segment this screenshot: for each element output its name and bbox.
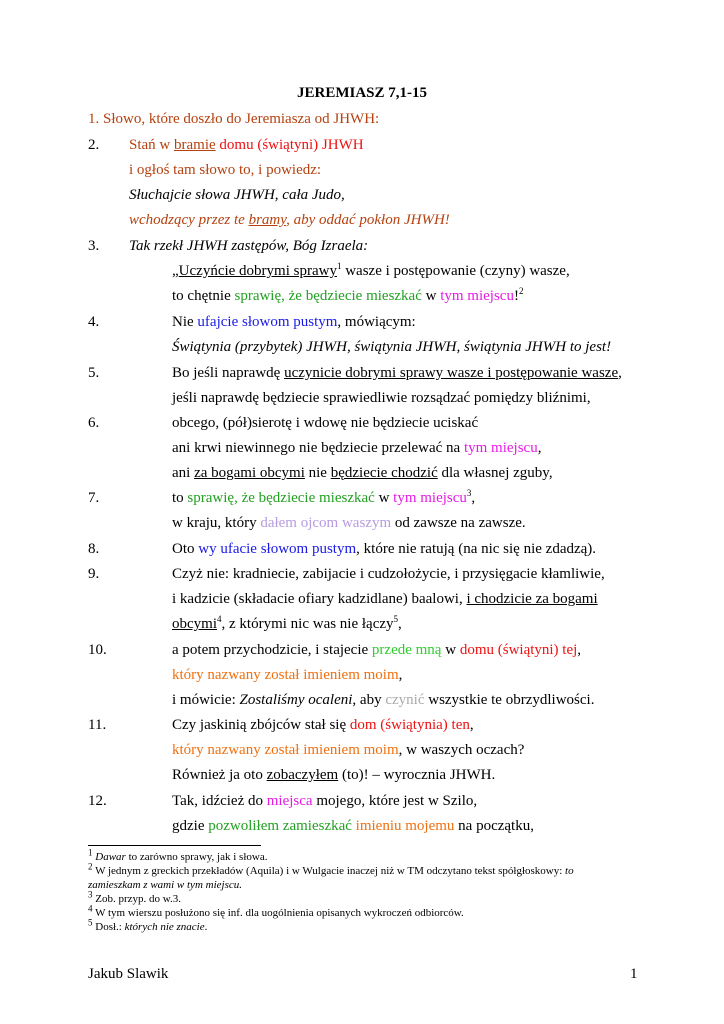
text: za bogami obcymi	[194, 465, 305, 481]
footnote-ref: 4	[217, 614, 222, 624]
text: wy ufacie słowom pustym	[198, 541, 357, 557]
text: tym miejscu	[440, 288, 514, 304]
text: Stań w	[129, 137, 174, 153]
verse-text: Słowo, które doszło do Jeremiasza od JHWH:	[103, 111, 380, 127]
verse-2-line-4	[129, 211, 450, 229]
footnote-1	[88, 847, 268, 864]
text: „	[172, 263, 179, 279]
text: ani krwi niewinnego nie będziecie przelewać na	[172, 440, 464, 456]
verse-3-line-3	[172, 287, 523, 305]
text: obcymi	[172, 616, 217, 632]
text: mojego, które jest w Szilo,	[312, 793, 478, 809]
verse-11-line-2	[172, 741, 524, 759]
text: ,	[398, 616, 402, 632]
text: od zawsze na zawsze.	[391, 515, 526, 531]
text: dla własnej zguby,	[437, 465, 553, 481]
text: Bo jeśli naprawdę	[172, 365, 285, 381]
verse-1	[88, 110, 379, 128]
text: sprawię, że będziecie mieszkać	[234, 288, 422, 304]
text: wszystkie te obrzydliwości.	[424, 692, 595, 708]
verse-6-line-1: obcego, (pół)sierotę i wdowę nie będziecie uciskać	[172, 415, 479, 431]
footnote-2-continued: zamieszkam z wami w tym miejscu.	[88, 879, 242, 891]
verse-2-line-1	[129, 136, 364, 154]
footnote-4	[88, 903, 464, 920]
text: to	[565, 865, 574, 877]
verse-9-line-2	[172, 590, 598, 608]
text: , aby oddać pokłon JHWH!	[286, 212, 450, 228]
verse-2-line-2: i ogłoś tam słowo to, i powiedz:	[129, 162, 322, 178]
text: nie	[304, 465, 331, 481]
text: sprawię, że będziecie mieszkać	[187, 490, 375, 506]
text: imieniu mojemu	[355, 818, 455, 834]
text: tym miejscu	[463, 440, 538, 456]
verse-10-line-3	[172, 691, 594, 709]
verse-6-line-2	[172, 439, 541, 457]
text: ,	[577, 642, 582, 658]
text: W jednym z greckich przekładów (Aquila) i w Wulgacie inaczej niż w TM odczytano tekst spółgłoskowy:	[95, 865, 566, 877]
text: .	[204, 921, 208, 933]
text: i chodzicie za bogami	[466, 591, 598, 607]
text: , które nie ratują (na nic się nie zdadzą).	[356, 541, 597, 557]
text: to zarówno sprawy, jak i słowa.	[125, 851, 268, 863]
text: w	[421, 288, 441, 304]
text: który nazwany został imieniem moim	[172, 667, 399, 683]
verse-number-8: 8.	[88, 541, 100, 557]
verse-number-9: 9.	[88, 566, 100, 582]
text: na początku,	[454, 818, 534, 834]
footnote-ref: 2	[518, 286, 524, 296]
verse-12-line-1	[172, 792, 477, 810]
footnote-2	[88, 861, 574, 878]
footnote-divider	[88, 845, 261, 846]
text: których nie znacie	[124, 921, 205, 933]
verse-9-line-1: Czyż nie: kradniecie, zabijacie i cudzołożycie, i przysięgacie kłamliwie,	[172, 566, 605, 582]
text: to chętnie	[172, 288, 235, 304]
footnote-ref: 1	[336, 261, 342, 271]
verse-9-line-3	[172, 615, 402, 633]
text: !	[513, 288, 519, 304]
text: w kraju, który	[172, 515, 261, 531]
text: , z którymi nic was nie łączy	[221, 616, 394, 632]
verse-10-line-1	[172, 641, 581, 659]
text: to	[172, 490, 188, 506]
verse-number-11: 11.	[88, 717, 107, 733]
footnote-number: 4	[88, 903, 93, 914]
footnote-ref: 5	[393, 614, 399, 624]
text: dałem ojcom waszym	[260, 515, 392, 531]
text: uczynicie dobrymi sprawy wasze i postępowanie wasze	[284, 365, 619, 381]
verse-12-line-2	[172, 817, 534, 835]
footnote-number: 2	[88, 861, 93, 872]
text: w	[374, 490, 394, 506]
text: Zob. przyp. do w.3.	[95, 893, 181, 905]
verse-2-line-3: Słuchajcie słowa JHWH, cała Judo,	[129, 187, 345, 203]
text: ,	[537, 440, 542, 456]
text: ani	[172, 465, 195, 481]
page-title: JEREMIASZ 7,1-15	[296, 85, 427, 101]
footer-page-number: 1	[630, 966, 638, 982]
text: Zostaliśmy ocaleni	[239, 692, 353, 708]
text: domu (świątyni) JHWH	[215, 137, 364, 153]
text: ,	[471, 490, 476, 506]
text: Czy jaskinią zbójców stał się	[172, 717, 350, 733]
verse-11-line-1	[172, 716, 474, 734]
footnote-number: 1	[88, 847, 93, 858]
footer-author: Jakub Slawik	[88, 966, 169, 982]
verse-number-7: 7.	[88, 490, 100, 506]
verse-number-5: 5.	[88, 365, 100, 381]
verse-number-3: 3.	[88, 238, 100, 254]
verse-7-line-2	[172, 514, 526, 532]
text: Dawar	[95, 851, 126, 863]
text: będziecie chodzić	[330, 465, 438, 481]
verse-number-6: 6.	[88, 415, 100, 431]
text: ufajcie słowom pustym	[197, 314, 338, 330]
verse-number: 1.	[88, 111, 100, 127]
verse-5-line-2: jeśli naprawdę będziecie sprawiedliwie rozsądzać pomiędzy bliźnimi,	[172, 390, 591, 406]
text: tym miejscu	[393, 490, 467, 506]
text: a potem przychodzicie, i stajecie	[172, 642, 372, 658]
text: wasze i postępowanie (czyny) wasze,	[341, 263, 570, 279]
text: przede mną	[371, 642, 442, 658]
text: , aby	[352, 692, 386, 708]
footnote-ref: 3	[466, 488, 472, 498]
verse-7-line-1	[172, 489, 475, 507]
verse-3-line-2	[172, 262, 570, 280]
text: miejsca	[266, 793, 313, 809]
footnote-number: 3	[88, 889, 93, 900]
text: Tak, idźcież do	[172, 793, 267, 809]
text: dom (świątynia) ten	[349, 717, 470, 733]
text: wchodzący przez te	[129, 212, 249, 228]
footnote-5	[88, 917, 208, 934]
verse-8-line-1	[172, 540, 596, 558]
verse-6-line-3	[172, 464, 553, 482]
text: czynić	[385, 692, 425, 708]
text: i kadzicie (składacie ofiary kadzidlane) baalowi,	[172, 591, 467, 607]
verse-number-12: 12.	[88, 793, 107, 809]
text: ,	[469, 717, 474, 733]
verse-10-line-2	[172, 666, 402, 684]
text: pozwoliłem zamieszkać	[208, 818, 352, 834]
text: w	[441, 642, 460, 658]
verse-number-10: 10.	[88, 642, 107, 658]
text: gdzie	[172, 818, 209, 834]
verse-4-line-1	[172, 313, 416, 331]
verse-3-line-1: Tak rzekł JHWH zastępów, Bóg Izraela:	[129, 238, 369, 254]
text: bramy	[248, 212, 287, 228]
text: który nazwany został imieniem moim	[172, 742, 399, 758]
text: Nie	[172, 314, 198, 330]
text: , mówiącym:	[337, 314, 416, 330]
text: ,	[398, 667, 403, 683]
text: Oto	[172, 541, 199, 557]
verse-number-2: 2.	[88, 137, 100, 153]
text: domu (świątyni) tej	[459, 642, 578, 658]
verse-4-line-2: Świątynia (przybytek) JHWH, świątynia JHWH, świątynia JHWH to jest!	[172, 339, 612, 355]
text: bramie	[174, 137, 216, 153]
text: i mówicie:	[172, 692, 240, 708]
text: Uczyńcie dobrymi sprawy	[178, 263, 337, 279]
text: , w waszych oczach?	[398, 742, 525, 758]
text: W tym wierszu posłużono się inf. dla uogólnienia opisanych wykroczeń odbiorców.	[95, 907, 464, 919]
text: Dosł.:	[95, 921, 125, 933]
footnote-3	[88, 889, 181, 906]
footnote-number: 5	[88, 917, 93, 928]
text: zobaczyłem	[266, 767, 339, 783]
text: (to)! – wyrocznia JHWH.	[338, 767, 496, 783]
text: ,	[618, 365, 622, 381]
verse-11-line-3	[172, 766, 495, 784]
verse-5-line-1	[172, 364, 622, 382]
text: Również ja oto	[172, 767, 267, 783]
verse-number-4: 4.	[88, 314, 100, 330]
